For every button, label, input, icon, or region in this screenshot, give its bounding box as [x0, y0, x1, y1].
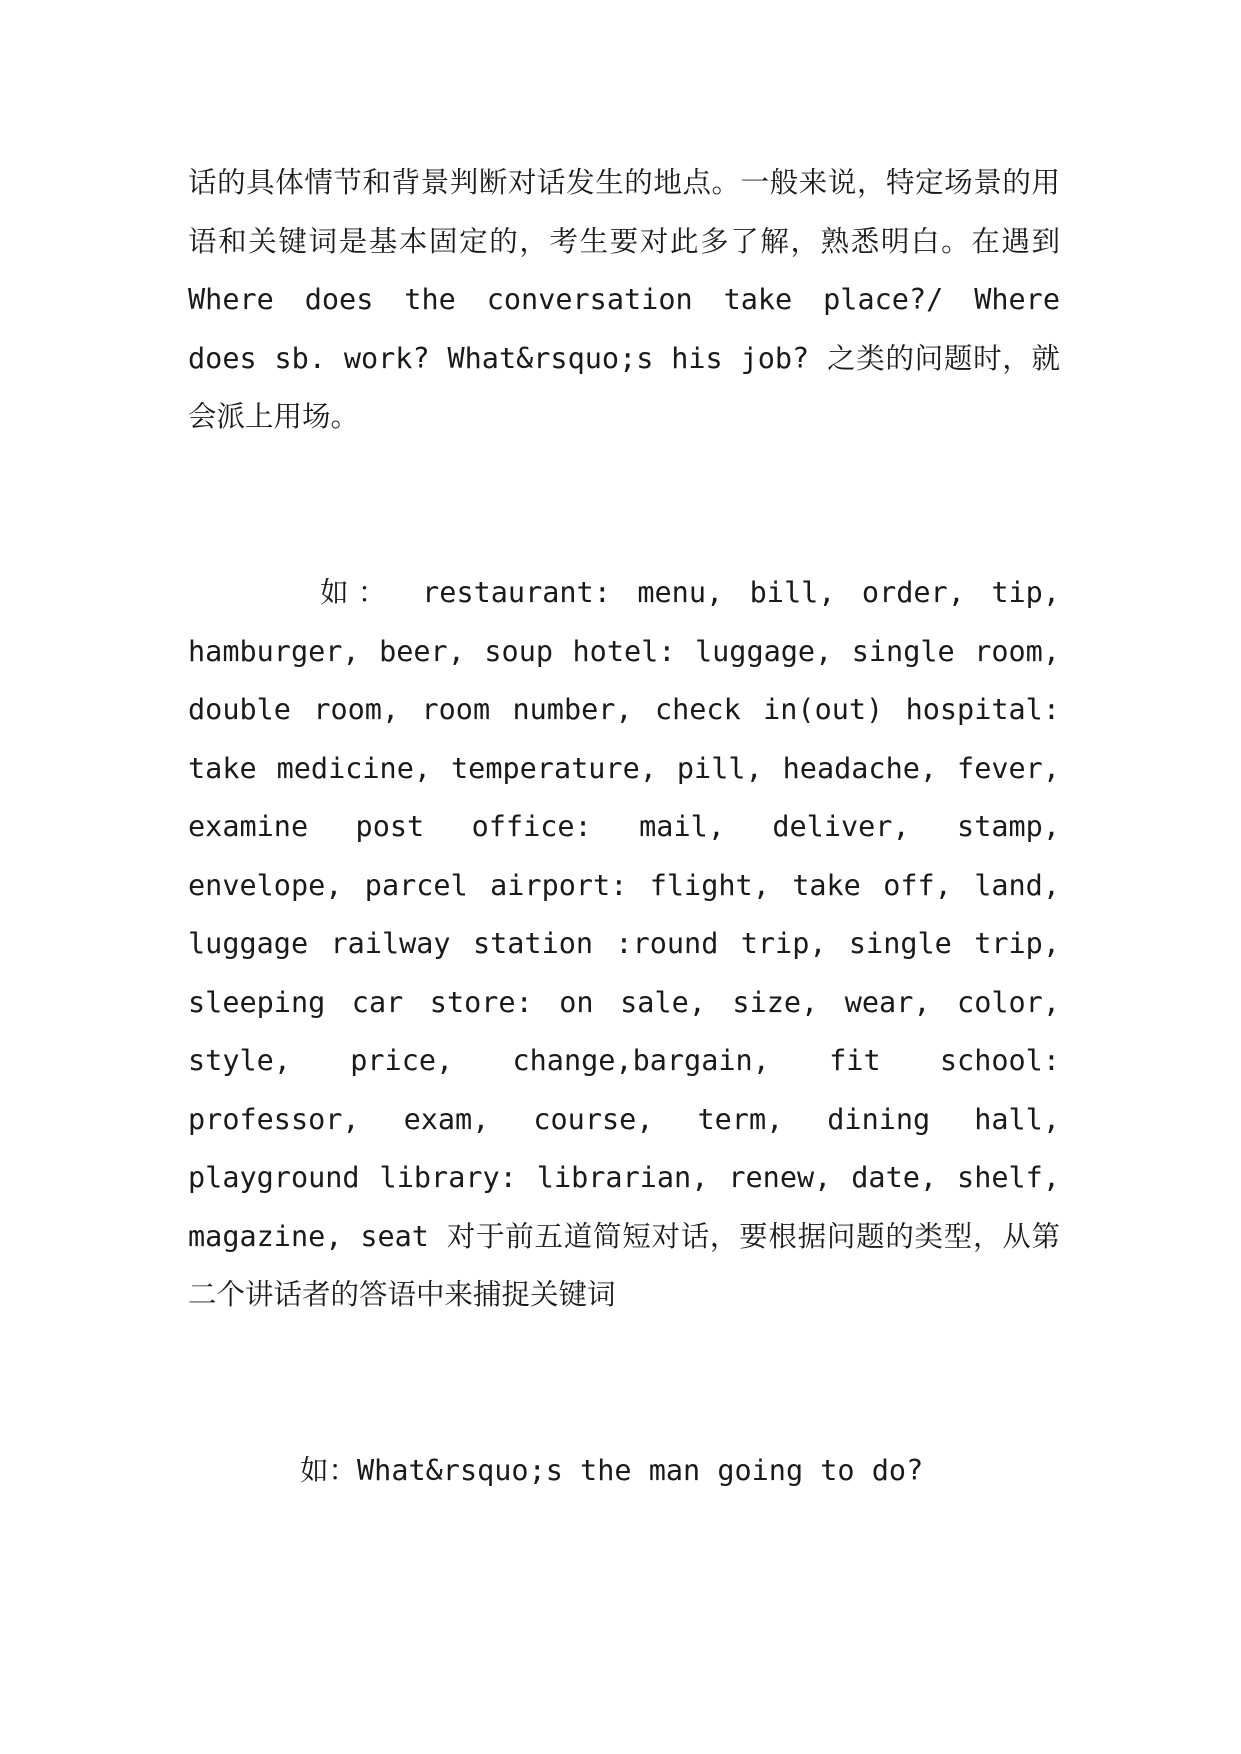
paragraph-example-question: 如：What&rsquo;s the man going to do? — [300, 1454, 924, 1487]
paragraph-scene-keywords-intro: 话的具体情节和背景判断对话发生的地点。一般来说，特定场景的用语和关键词是基本固定的，考生要对此多了解，熟悉明白。在遇到 Where does the conversation take place?/ Where does sb. work? What&rsquo;s his job? 之类的问题时，就会派上用场。 — [188, 166, 1060, 433]
paragraph-scene-vocabulary-list: 如： restaurant: menu, bill, order, tip, hamburger, beer, soup hotel: luggage, single room, double room, room number, check in(out) hospital: take medicine, temperature, pill, headache, fever, examine post office: mail, deliver, stamp, envelope, parcel airport: flight, take off, land, luggage railway station :round trip, single trip, sleeping car store: on sale, size, wear, color, style, price, change,bargain, fit school: professor, exam, course, term, dining hall, playground library: librarian, renew, date, shelf, magazine, seat 对于前五道简短对话，要根据问题的类型，从第二个讲话者的答语中来捕捉关键词 — [188, 576, 1060, 1311]
